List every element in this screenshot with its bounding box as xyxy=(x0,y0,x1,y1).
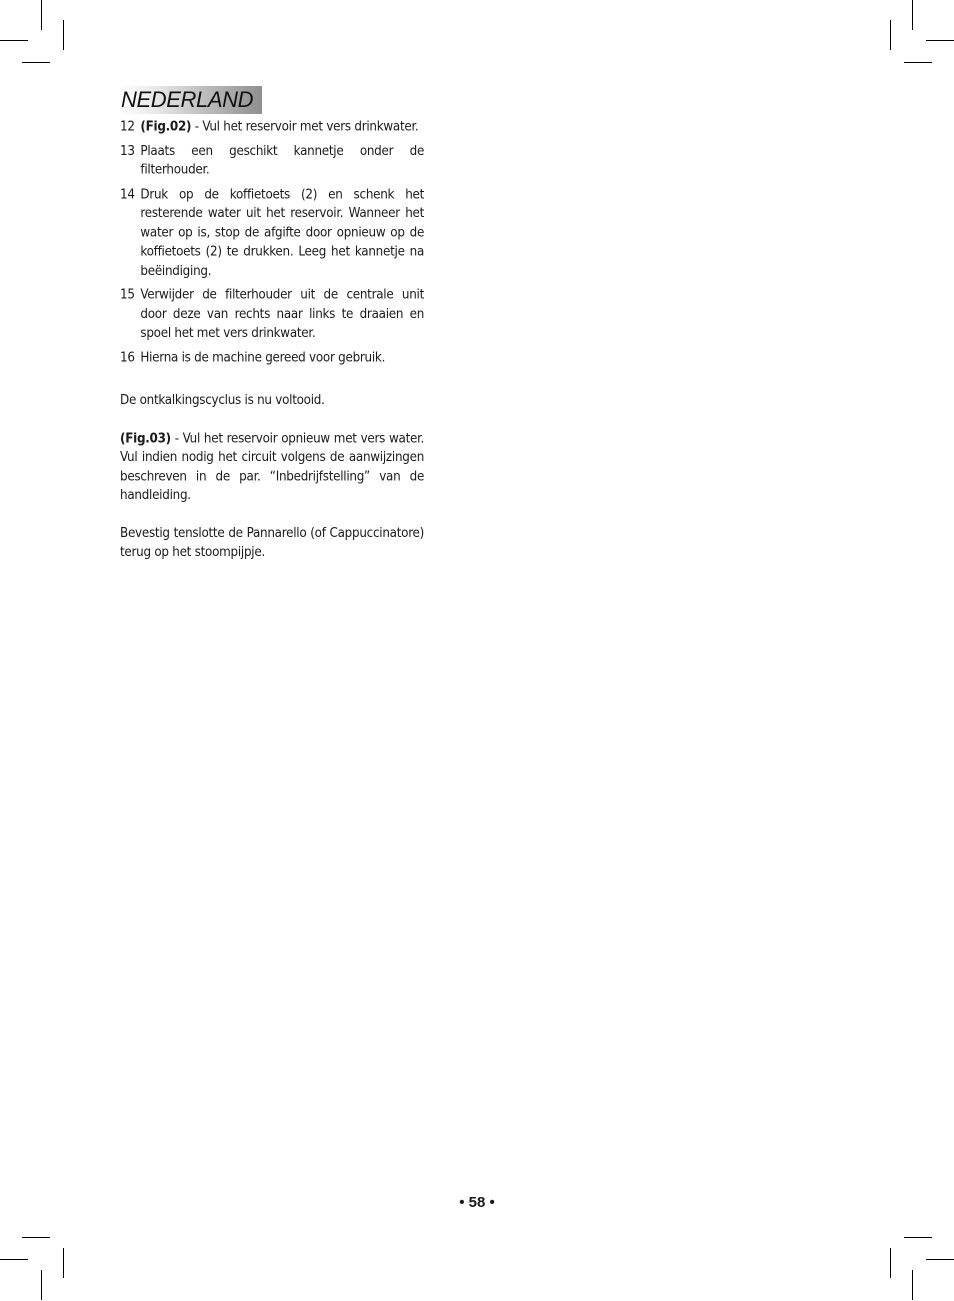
step-number: 12 xyxy=(120,117,135,134)
crop-mark xyxy=(0,1259,28,1260)
figure-reference: (Fig.02) xyxy=(140,117,192,134)
spacer xyxy=(120,410,424,429)
step-text: Plaats een geschikt kannetje onder de filterhouder. xyxy=(140,142,425,178)
crop-mark xyxy=(63,20,64,50)
crop-mark xyxy=(63,1248,64,1278)
crop-mark xyxy=(22,1237,50,1238)
crop-mark xyxy=(890,20,891,50)
step-text: Verwijder de filterhouder uit de centrale unit door deze van rechts naar links te draaien en spoel het met vers drinkwater. xyxy=(140,286,425,341)
step-item xyxy=(120,285,424,342)
step-item xyxy=(120,141,424,179)
crop-mark xyxy=(912,0,913,30)
crop-mark xyxy=(41,0,42,30)
spacer xyxy=(120,505,424,524)
spacer xyxy=(120,372,424,391)
language-label: NEDERLAND xyxy=(121,87,254,112)
step-number: 16 xyxy=(120,348,135,365)
completion-note: De ontkalkingscyclus is nu voltooid. xyxy=(120,391,325,408)
step-number: 14 xyxy=(120,185,135,202)
step-text: Hierna is de machine gereed voor gebruik. xyxy=(140,348,386,365)
fig03-paragraph: (Fig.03) - Vul het reservoir opnieuw met vers water. Vul indien nodig het circuit volgens de aanwijzingen beschreven in de par. “Inbedrijfstelling” van de handleiding. xyxy=(120,429,425,503)
instructions-column xyxy=(120,117,424,562)
figure-reference: (Fig.03) xyxy=(120,429,171,446)
page-number: • 58 • xyxy=(459,1194,495,1211)
crop-mark xyxy=(0,40,28,41)
step-number: 13 xyxy=(120,142,135,159)
crop-mark xyxy=(22,62,50,63)
crop-mark xyxy=(904,1237,932,1238)
step-text: (Fig.02) - Vul het reservoir met vers drinkwater. xyxy=(140,117,419,134)
crop-mark xyxy=(890,1248,891,1278)
step-item xyxy=(120,348,424,367)
crop-mark xyxy=(926,40,954,41)
step-number: 15 xyxy=(120,286,135,303)
crop-mark xyxy=(926,1259,954,1260)
crop-mark xyxy=(912,1270,913,1300)
step-item xyxy=(120,185,424,280)
crop-mark xyxy=(41,1270,42,1300)
step-item xyxy=(120,117,424,136)
step-text: Druk op de koffietoets (2) en schenk het resterende water uit het reservoir. Wanneer het water op is, stop de afgifte door opnieuw op de koffietoets (2) te drukken. Leeg het kannetje na beëindiging. xyxy=(140,185,425,278)
final-instruction: Bevestig tenslotte de Pannarello (of Cappuccinatore) terug op het stoompijpje. xyxy=(120,524,425,560)
language-header xyxy=(119,86,262,114)
crop-mark xyxy=(904,62,932,63)
